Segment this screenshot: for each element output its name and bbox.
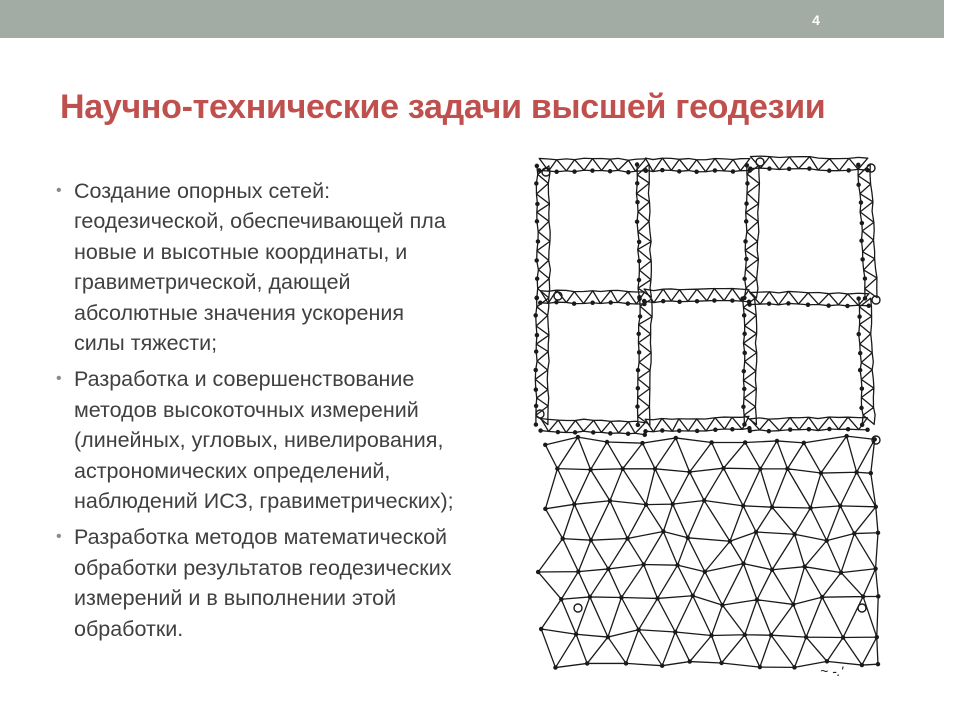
station-point xyxy=(626,302,629,305)
station-point xyxy=(662,300,665,303)
station-point xyxy=(802,441,805,444)
station-point xyxy=(637,332,640,335)
station-point xyxy=(671,503,674,506)
station-point xyxy=(742,504,745,507)
station-point xyxy=(874,567,877,570)
station-point xyxy=(863,297,866,300)
station-point xyxy=(620,596,623,599)
station-point xyxy=(691,594,694,597)
station-point xyxy=(861,423,864,426)
station-point xyxy=(859,369,862,372)
station-point xyxy=(731,170,734,173)
station-point xyxy=(608,499,611,502)
station-point xyxy=(861,595,864,598)
station-point xyxy=(786,467,789,470)
station-point xyxy=(703,499,706,502)
station-point xyxy=(769,634,772,637)
station-point xyxy=(535,220,538,223)
station-point xyxy=(846,304,849,307)
station-point xyxy=(853,532,856,535)
station-point xyxy=(857,163,860,166)
station-point xyxy=(827,304,830,307)
station-point xyxy=(743,423,746,426)
station-point xyxy=(859,352,862,355)
station-point xyxy=(742,370,745,373)
station-point xyxy=(534,423,537,426)
station-point xyxy=(845,435,848,438)
station-point xyxy=(768,302,771,305)
station-point xyxy=(586,662,589,665)
station-point xyxy=(609,301,612,304)
station-point xyxy=(758,665,761,668)
station-point xyxy=(642,563,645,566)
station-point xyxy=(793,533,796,536)
station-point xyxy=(839,571,842,574)
station-point xyxy=(863,277,866,280)
station-point xyxy=(876,531,879,534)
station-point xyxy=(536,240,539,243)
station-point xyxy=(877,595,880,598)
survey-marker xyxy=(867,164,875,172)
station-point xyxy=(534,314,537,317)
station-point xyxy=(534,388,537,391)
station-point xyxy=(819,471,822,474)
station-point xyxy=(808,167,811,170)
station-point xyxy=(828,169,831,172)
station-point xyxy=(555,301,558,304)
station-point xyxy=(576,435,579,438)
station-point xyxy=(742,405,745,408)
station-point xyxy=(825,539,828,542)
station-point xyxy=(588,595,591,598)
station-point xyxy=(720,661,723,664)
station-point xyxy=(641,442,644,445)
chain-segment xyxy=(858,164,877,298)
station-point xyxy=(713,299,716,302)
station-point xyxy=(573,503,576,506)
station-point xyxy=(555,170,558,173)
station-point xyxy=(789,428,792,431)
triangulation-network-figure xyxy=(520,150,900,690)
bullet-text: Создание опорных сетей: геодезической, обеспечивающей пла новые и высотные координаты, и гравиметрической, дающей абсолютные значения ускорения силы тяжести; xyxy=(74,179,446,356)
station-point xyxy=(743,351,746,354)
station-point xyxy=(768,167,771,170)
station-point xyxy=(841,636,844,639)
station-point xyxy=(637,628,640,631)
station-point xyxy=(770,506,773,509)
station-point xyxy=(535,404,538,407)
station-point xyxy=(638,240,641,243)
station-point xyxy=(860,221,863,224)
station-point xyxy=(839,504,842,507)
station-point xyxy=(857,333,860,336)
station-point xyxy=(846,428,849,431)
station-point xyxy=(821,596,824,599)
station-point xyxy=(608,170,611,173)
station-point xyxy=(609,432,612,435)
station-point xyxy=(607,567,610,570)
bullet-item xyxy=(56,522,526,644)
station-point xyxy=(754,530,757,533)
station-point xyxy=(540,627,543,630)
station-point xyxy=(745,257,748,260)
station-point xyxy=(721,604,724,607)
station-point xyxy=(858,315,861,318)
station-point xyxy=(635,163,638,166)
survey-marker xyxy=(574,604,582,612)
station-point xyxy=(626,432,629,435)
station-point xyxy=(771,568,774,571)
station-point xyxy=(728,540,731,543)
station-point xyxy=(554,666,557,669)
station-point xyxy=(636,201,639,204)
station-point xyxy=(869,472,872,475)
station-point xyxy=(536,202,539,205)
station-point xyxy=(560,598,563,601)
station-point xyxy=(847,169,850,172)
station-point xyxy=(703,570,706,573)
station-point xyxy=(591,169,594,172)
station-point xyxy=(638,259,641,262)
station-point xyxy=(661,169,664,172)
station-point xyxy=(743,387,746,390)
station-point xyxy=(674,630,677,633)
station-point xyxy=(828,427,831,430)
station-point xyxy=(806,303,809,306)
station-point xyxy=(621,467,624,470)
station-point xyxy=(544,507,547,510)
station-point xyxy=(636,369,639,372)
station-point xyxy=(656,597,659,600)
station-point xyxy=(743,633,746,636)
station-point xyxy=(809,506,812,509)
station-point xyxy=(793,666,796,669)
station-point xyxy=(535,164,538,167)
bullet-list xyxy=(56,176,526,650)
station-point xyxy=(861,258,864,261)
station-point xyxy=(860,406,863,409)
station-point xyxy=(639,315,642,318)
station-point xyxy=(743,332,746,335)
station-point xyxy=(742,562,745,565)
station-point xyxy=(537,570,540,573)
station-point xyxy=(792,603,795,606)
station-point xyxy=(745,202,748,205)
bullet-marker: • xyxy=(56,370,62,388)
station-point xyxy=(535,334,538,337)
station-point xyxy=(857,297,860,300)
station-point xyxy=(661,664,664,667)
station-point xyxy=(635,220,638,223)
bullet-item xyxy=(56,176,526,358)
station-point xyxy=(696,429,699,432)
bullet-text: Разработка и совершенствование методов высокоточных измерений (линейных, угловых, нивелирования, астрономических определений, наблюдений ИСЗ, гравиметрических); xyxy=(74,367,454,514)
station-point xyxy=(535,350,538,353)
station-point xyxy=(674,436,677,439)
station-point xyxy=(860,239,863,242)
station-point xyxy=(748,429,751,432)
station-point xyxy=(710,634,713,637)
station-point xyxy=(788,167,791,170)
station-point xyxy=(561,537,564,540)
station-point xyxy=(805,636,808,639)
station-point xyxy=(653,467,656,470)
network-grid xyxy=(534,156,880,669)
bullet-marker: • xyxy=(56,528,62,546)
station-point xyxy=(767,430,770,433)
station-point xyxy=(866,428,869,431)
station-point xyxy=(678,300,681,303)
station-point xyxy=(676,564,679,567)
station-point xyxy=(876,663,879,666)
station-point xyxy=(741,297,744,300)
station-point xyxy=(731,299,734,302)
station-point xyxy=(678,429,681,432)
top-bar xyxy=(0,0,944,38)
station-point xyxy=(636,423,639,426)
station-point xyxy=(644,430,647,433)
station-point xyxy=(662,530,665,533)
station-point xyxy=(661,429,664,432)
station-point xyxy=(743,277,746,280)
station-point xyxy=(755,598,758,601)
station-point xyxy=(536,277,539,280)
station-point xyxy=(535,296,538,299)
station-point xyxy=(775,439,778,442)
station-point xyxy=(857,183,860,186)
station-point xyxy=(860,663,863,666)
station-point xyxy=(636,387,639,390)
station-point xyxy=(605,440,608,443)
station-point xyxy=(743,314,746,317)
station-point xyxy=(577,570,580,573)
bullet-item xyxy=(56,364,526,516)
station-point xyxy=(643,299,646,302)
station-point xyxy=(803,565,806,568)
station-point xyxy=(695,300,698,303)
bullet-text: Разработка методов математической обработки результатов геодезических измерений и в выполнении этой обработки. xyxy=(74,525,452,641)
station-point xyxy=(688,660,691,663)
station-point xyxy=(589,468,592,471)
station-point xyxy=(688,470,691,473)
station-point xyxy=(875,636,878,639)
station-point xyxy=(807,428,810,431)
station-point xyxy=(638,351,641,354)
station-point xyxy=(591,301,594,304)
station-point xyxy=(644,503,647,506)
station-point xyxy=(589,539,592,542)
station-point xyxy=(731,428,734,431)
station-point xyxy=(556,467,559,470)
station-point xyxy=(713,169,716,172)
station-point xyxy=(544,443,547,446)
station-point xyxy=(643,433,646,436)
station-point xyxy=(686,536,689,539)
survey-marker xyxy=(858,604,866,612)
station-point xyxy=(592,431,595,434)
station-point xyxy=(746,182,749,185)
station-point xyxy=(535,182,538,185)
station-point xyxy=(627,171,630,174)
station-point xyxy=(636,182,639,185)
station-point xyxy=(534,368,537,371)
station-point xyxy=(749,167,752,170)
station-point xyxy=(678,170,681,173)
station-point xyxy=(873,438,876,441)
station-point xyxy=(744,441,747,444)
station-point xyxy=(535,259,538,262)
station-point xyxy=(637,278,640,281)
station-point xyxy=(787,302,790,305)
station-point xyxy=(710,441,713,444)
station-point xyxy=(745,220,748,223)
figure-mark: ~ -.' xyxy=(820,663,844,679)
station-point xyxy=(574,633,577,636)
station-point xyxy=(573,431,576,434)
station-point xyxy=(573,170,576,173)
station-point xyxy=(860,387,863,390)
station-point xyxy=(855,471,858,474)
station-point xyxy=(638,297,641,300)
bullet-marker: • xyxy=(56,182,62,199)
station-point xyxy=(867,304,870,307)
page-number: 4 xyxy=(812,12,820,28)
station-point xyxy=(745,164,748,167)
station-point xyxy=(606,635,609,638)
station-point xyxy=(626,537,629,540)
survey-marker xyxy=(542,168,550,176)
station-point xyxy=(556,430,559,433)
station-point xyxy=(539,429,542,432)
station-point xyxy=(859,201,862,204)
station-point xyxy=(714,428,717,431)
station-point xyxy=(874,505,877,508)
survey-marker xyxy=(756,158,764,166)
station-point xyxy=(759,467,762,470)
station-point xyxy=(636,405,639,408)
station-point xyxy=(695,170,698,173)
station-point xyxy=(744,240,747,243)
station-point xyxy=(624,662,627,665)
slide-title: Научно-технические задачи высшей геодезии xyxy=(60,88,826,126)
station-point xyxy=(722,467,725,470)
station-point xyxy=(573,302,576,305)
